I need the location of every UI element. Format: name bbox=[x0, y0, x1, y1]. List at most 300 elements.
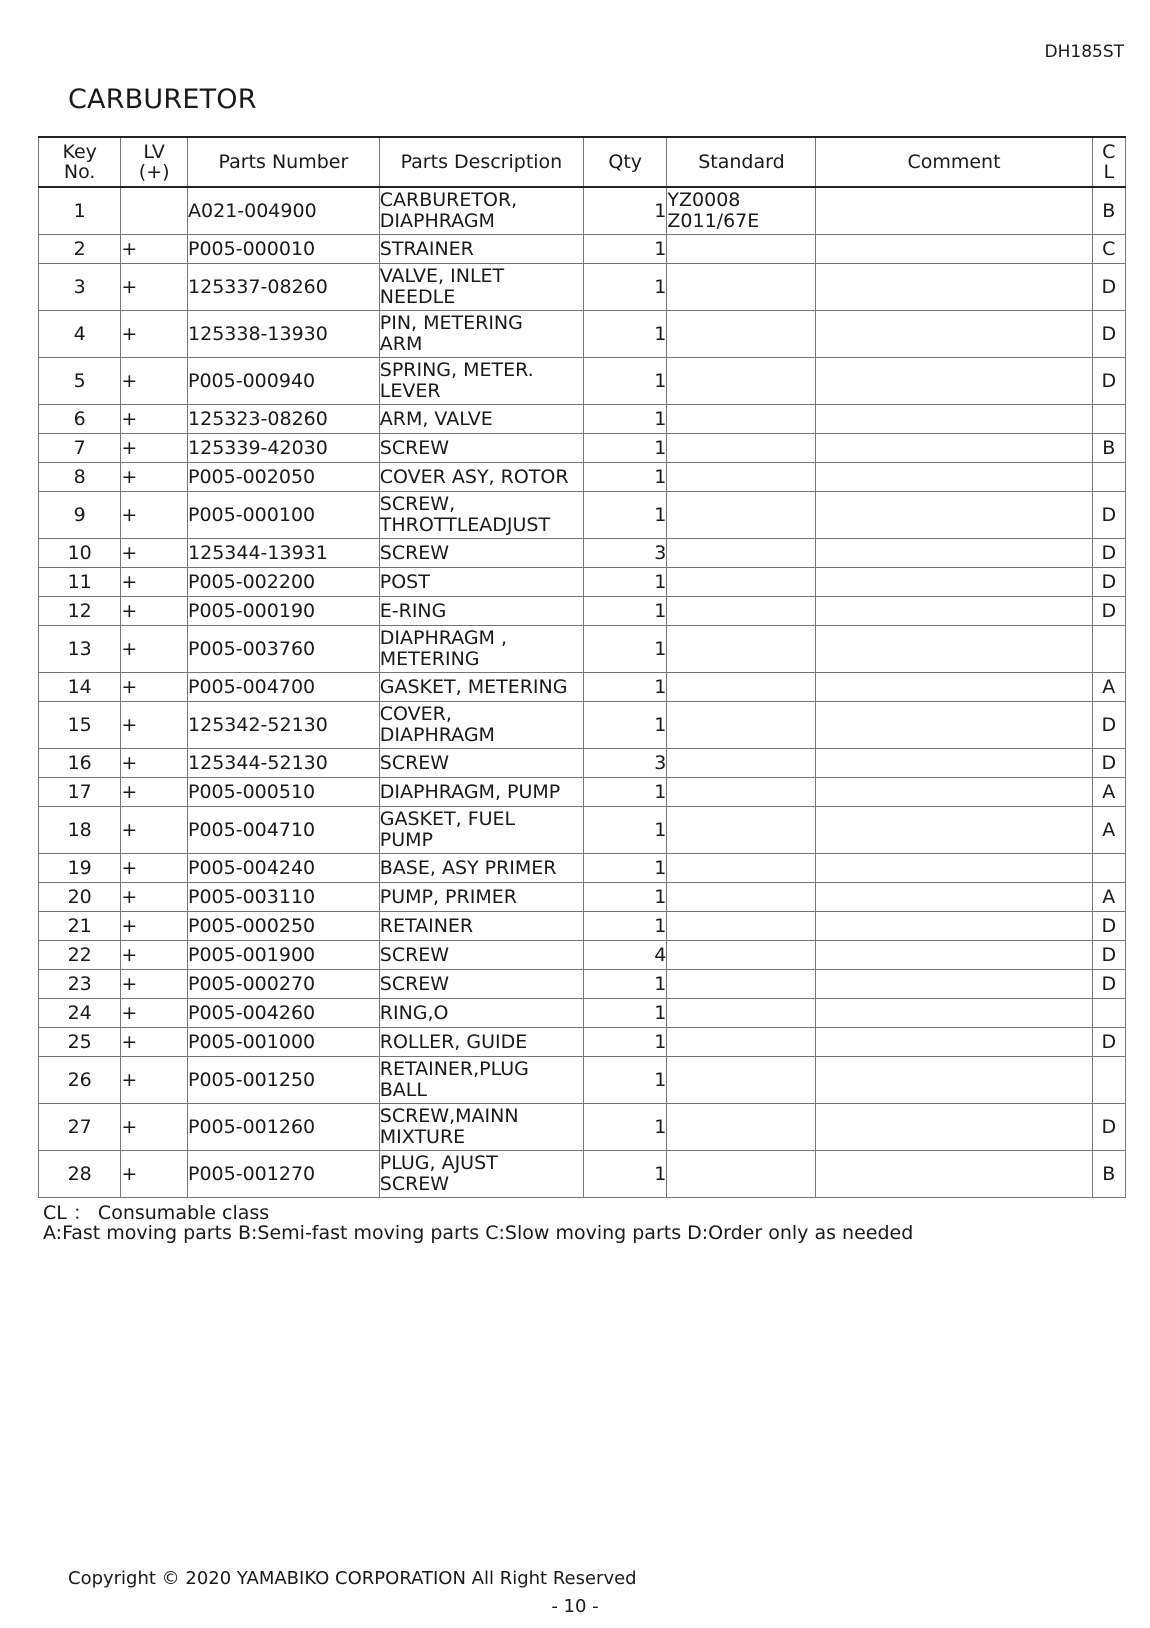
cell-parts-number: P005-004260 bbox=[188, 999, 380, 1028]
cell-comment bbox=[816, 883, 1092, 912]
cell-consumable-class bbox=[1092, 405, 1125, 434]
cell-parts-description bbox=[379, 235, 583, 264]
cell-qty: 1 bbox=[584, 807, 667, 854]
cell-parts-description bbox=[379, 778, 583, 807]
header-parts-description: Parts Description bbox=[379, 137, 583, 187]
cell-parts-description bbox=[379, 463, 583, 492]
cell-comment bbox=[816, 912, 1092, 941]
table-row bbox=[39, 1151, 1126, 1198]
cell-lv: + bbox=[121, 778, 188, 807]
cell-line: COVER ASY, ROTOR bbox=[379, 465, 569, 488]
table-header-row bbox=[39, 137, 1126, 187]
cell-qty: 1 bbox=[584, 673, 667, 702]
cell-standard bbox=[667, 539, 816, 568]
cell-line: SCREW, bbox=[379, 493, 456, 515]
cell-consumable-class: D bbox=[1092, 568, 1125, 597]
cell-comment bbox=[816, 807, 1092, 854]
cell-parts-description bbox=[379, 264, 583, 311]
cell-standard bbox=[667, 883, 816, 912]
cell-line: DIAPHRAGM bbox=[379, 724, 495, 746]
cell-key-no: 2 bbox=[39, 235, 121, 264]
table-row bbox=[39, 405, 1126, 434]
cell-qty: 1 bbox=[584, 1104, 667, 1151]
cell-line: DIAPHRAGM, PUMP bbox=[379, 780, 561, 803]
cell-lv: + bbox=[121, 358, 188, 405]
cell-comment bbox=[816, 778, 1092, 807]
cell-parts-number: P005-001000 bbox=[188, 1028, 380, 1057]
cell-parts-description bbox=[379, 1057, 583, 1104]
cell-lv: + bbox=[121, 941, 188, 970]
cell-standard bbox=[667, 187, 816, 235]
cell-consumable-class: D bbox=[1092, 941, 1125, 970]
cell-consumable-class: D bbox=[1092, 702, 1125, 749]
cell-consumable-class: D bbox=[1092, 264, 1125, 311]
cell-lv: + bbox=[121, 1104, 188, 1151]
cell-standard bbox=[667, 999, 816, 1028]
cell-key-no: 4 bbox=[39, 311, 121, 358]
cell-qty: 1 bbox=[584, 626, 667, 673]
cell-key-no: 23 bbox=[39, 970, 121, 999]
cell-qty: 1 bbox=[584, 568, 667, 597]
cell-key-no: 9 bbox=[39, 492, 121, 539]
cell-qty: 1 bbox=[584, 970, 667, 999]
cell-comment bbox=[816, 673, 1092, 702]
cell-qty: 1 bbox=[584, 1057, 667, 1104]
cell-lv: + bbox=[121, 912, 188, 941]
cell-standard bbox=[667, 492, 816, 539]
cell-key-no: 16 bbox=[39, 749, 121, 778]
cell-standard bbox=[667, 235, 816, 264]
cell-qty: 1 bbox=[584, 883, 667, 912]
cell-comment bbox=[816, 311, 1092, 358]
table-row bbox=[39, 492, 1126, 539]
table-row bbox=[39, 358, 1126, 405]
cell-key-no: 3 bbox=[39, 264, 121, 311]
cell-key-no: 12 bbox=[39, 597, 121, 626]
cell-key-no: 10 bbox=[39, 539, 121, 568]
cell-line: THROTTLEADJUST bbox=[379, 514, 551, 536]
cell-lv: + bbox=[121, 626, 188, 673]
cell-parts-number: P005-001260 bbox=[188, 1104, 380, 1151]
cell-comment bbox=[816, 434, 1092, 463]
cell-standard bbox=[667, 311, 816, 358]
table-row bbox=[39, 778, 1126, 807]
cell-line: SPRING, METER. bbox=[379, 359, 534, 381]
notes-consumable-class: CL ： Consumable class bbox=[43, 1202, 270, 1224]
table-row bbox=[39, 311, 1126, 358]
header-qty: Qty bbox=[584, 137, 667, 187]
cell-line: PLUG, AJUST bbox=[379, 1152, 498, 1174]
cell-parts-description bbox=[379, 999, 583, 1028]
cell-standard bbox=[667, 807, 816, 854]
table-row bbox=[39, 264, 1126, 311]
cell-key-no: 15 bbox=[39, 702, 121, 749]
cell-qty: 1 bbox=[584, 1151, 667, 1198]
cell-line: SCREW bbox=[379, 943, 450, 966]
cell-key-no: 14 bbox=[39, 673, 121, 702]
header-lv: LV (+) bbox=[121, 137, 188, 187]
cell-parts-number: P005-000010 bbox=[188, 235, 380, 264]
cell-line: Z011/67E bbox=[667, 210, 760, 232]
cell-comment bbox=[816, 970, 1092, 999]
cell-lv: + bbox=[121, 1151, 188, 1198]
cell-standard bbox=[667, 264, 816, 311]
cell-line: E-RING bbox=[379, 599, 447, 622]
parts-table bbox=[38, 136, 1126, 1198]
cell-line: POST bbox=[379, 570, 430, 593]
cell-line: BALL bbox=[379, 1079, 427, 1101]
cell-standard bbox=[667, 434, 816, 463]
cell-consumable-class: D bbox=[1092, 597, 1125, 626]
cell-lv: + bbox=[121, 970, 188, 999]
cell-key-no: 8 bbox=[39, 463, 121, 492]
cell-standard bbox=[667, 702, 816, 749]
cell-standard bbox=[667, 358, 816, 405]
cell-consumable-class: D bbox=[1092, 1028, 1125, 1057]
cell-parts-number: 125344-52130 bbox=[188, 749, 380, 778]
cell-qty: 3 bbox=[584, 749, 667, 778]
cell-comment bbox=[816, 1028, 1092, 1057]
cell-comment bbox=[816, 358, 1092, 405]
table-row bbox=[39, 912, 1126, 941]
cell-line: GASKET, FUEL bbox=[379, 808, 516, 830]
cell-parts-description bbox=[379, 702, 583, 749]
cell-lv: + bbox=[121, 999, 188, 1028]
table-row bbox=[39, 1104, 1126, 1151]
cell-standard bbox=[667, 1028, 816, 1057]
cell-comment bbox=[816, 539, 1092, 568]
cell-qty: 3 bbox=[584, 539, 667, 568]
cell-consumable-class bbox=[1092, 854, 1125, 883]
cell-standard bbox=[667, 568, 816, 597]
cell-lv: + bbox=[121, 539, 188, 568]
cell-standard bbox=[667, 912, 816, 941]
cell-line: BASE, ASY PRIMER bbox=[379, 856, 557, 879]
cell-comment bbox=[816, 1104, 1092, 1151]
cell-comment bbox=[816, 999, 1092, 1028]
cell-qty: 1 bbox=[584, 912, 667, 941]
cell-comment bbox=[816, 568, 1092, 597]
cell-parts-number: P005-002050 bbox=[188, 463, 380, 492]
cell-qty: 1 bbox=[584, 1028, 667, 1057]
cell-key-no: 28 bbox=[39, 1151, 121, 1198]
cell-parts-description bbox=[379, 405, 583, 434]
cell-parts-description bbox=[379, 187, 583, 235]
cell-consumable-class bbox=[1092, 463, 1125, 492]
cell-qty: 1 bbox=[584, 264, 667, 311]
cell-parts-description bbox=[379, 492, 583, 539]
cell-parts-number: P005-004700 bbox=[188, 673, 380, 702]
cell-line: LEVER bbox=[379, 380, 441, 402]
cell-parts-description bbox=[379, 311, 583, 358]
cell-line: NEEDLE bbox=[379, 286, 456, 308]
cell-parts-number: A021-004900 bbox=[188, 187, 380, 235]
cell-lv: + bbox=[121, 1057, 188, 1104]
cell-consumable-class: D bbox=[1092, 539, 1125, 568]
cell-line: VALVE, INLET bbox=[379, 265, 505, 287]
cell-qty: 1 bbox=[584, 597, 667, 626]
cell-qty: 1 bbox=[584, 854, 667, 883]
cell-parts-number: 125337-08260 bbox=[188, 264, 380, 311]
cell-parts-description bbox=[379, 568, 583, 597]
cell-line: DIAPHRAGM bbox=[379, 210, 495, 232]
table-row bbox=[39, 702, 1126, 749]
cell-consumable-class: D bbox=[1092, 1104, 1125, 1151]
cell-line: YZ0008 bbox=[667, 189, 741, 211]
header-consumable-class: C L bbox=[1092, 137, 1125, 187]
cell-standard bbox=[667, 597, 816, 626]
table-row bbox=[39, 626, 1126, 673]
cell-parts-number: 125339-42030 bbox=[188, 434, 380, 463]
cell-line: ARM, VALVE bbox=[379, 407, 493, 430]
cell-standard bbox=[667, 854, 816, 883]
cell-line: PUMP bbox=[379, 829, 433, 851]
cell-standard bbox=[667, 1151, 816, 1198]
cell-key-no: 22 bbox=[39, 941, 121, 970]
cell-parts-number: P005-000190 bbox=[188, 597, 380, 626]
cell-line: ROLLER, GUIDE bbox=[379, 1030, 528, 1053]
cell-lv: + bbox=[121, 264, 188, 311]
page-title: CARBURETOR bbox=[68, 84, 257, 115]
cell-qty: 1 bbox=[584, 999, 667, 1028]
cell-lv: + bbox=[121, 235, 188, 264]
table-row bbox=[39, 1028, 1126, 1057]
cell-key-no: 7 bbox=[39, 434, 121, 463]
cell-line: STRAINER bbox=[379, 237, 474, 260]
cell-parts-description bbox=[379, 434, 583, 463]
cell-consumable-class: A bbox=[1092, 883, 1125, 912]
cell-key-no: 19 bbox=[39, 854, 121, 883]
table-row bbox=[39, 854, 1126, 883]
cell-comment bbox=[816, 235, 1092, 264]
table-row bbox=[39, 187, 1126, 235]
cell-lv: + bbox=[121, 673, 188, 702]
cell-parts-number: 125323-08260 bbox=[188, 405, 380, 434]
cell-key-no: 18 bbox=[39, 807, 121, 854]
cell-line: PIN, METERING bbox=[379, 312, 523, 334]
cell-standard bbox=[667, 749, 816, 778]
cell-qty: 1 bbox=[584, 311, 667, 358]
cell-consumable-class: D bbox=[1092, 492, 1125, 539]
cell-key-no: 6 bbox=[39, 405, 121, 434]
cell-key-no: 25 bbox=[39, 1028, 121, 1057]
cell-parts-number: P005-004710 bbox=[188, 807, 380, 854]
cell-qty: 1 bbox=[584, 463, 667, 492]
cell-standard bbox=[667, 778, 816, 807]
cell-key-no: 24 bbox=[39, 999, 121, 1028]
table-row bbox=[39, 807, 1126, 854]
table-row bbox=[39, 539, 1126, 568]
cell-qty: 1 bbox=[584, 434, 667, 463]
table-row bbox=[39, 883, 1126, 912]
cell-lv: + bbox=[121, 883, 188, 912]
page-number: - 10 - bbox=[551, 1596, 599, 1617]
cell-key-no: 17 bbox=[39, 778, 121, 807]
cell-lv: + bbox=[121, 492, 188, 539]
cell-line: METERING bbox=[379, 648, 480, 670]
cell-line: PUMP, PRIMER bbox=[379, 885, 517, 908]
cell-key-no: 1 bbox=[39, 187, 121, 235]
document-code: DH185ST bbox=[1044, 42, 1124, 62]
cell-parts-description bbox=[379, 358, 583, 405]
table-row bbox=[39, 235, 1126, 264]
cell-comment bbox=[816, 1151, 1092, 1198]
cell-line: MIXTURE bbox=[379, 1126, 466, 1148]
parts-table-body bbox=[39, 187, 1126, 1198]
cell-parts-number: P005-000270 bbox=[188, 970, 380, 999]
cell-parts-number: P005-001270 bbox=[188, 1151, 380, 1198]
cell-comment bbox=[816, 264, 1092, 311]
cell-parts-number: P005-000250 bbox=[188, 912, 380, 941]
table-row bbox=[39, 463, 1126, 492]
cell-consumable-class bbox=[1092, 626, 1125, 673]
cell-consumable-class: D bbox=[1092, 358, 1125, 405]
cell-lv: + bbox=[121, 854, 188, 883]
cell-key-no: 20 bbox=[39, 883, 121, 912]
header-standard: Standard bbox=[667, 137, 816, 187]
cell-consumable-class bbox=[1092, 999, 1125, 1028]
cell-parts-description bbox=[379, 1151, 583, 1198]
table-row bbox=[39, 999, 1126, 1028]
table-row bbox=[39, 568, 1126, 597]
cell-qty: 1 bbox=[584, 778, 667, 807]
cell-consumable-class: B bbox=[1092, 434, 1125, 463]
cell-consumable-class: D bbox=[1092, 970, 1125, 999]
cell-comment bbox=[816, 941, 1092, 970]
cell-lv: + bbox=[121, 597, 188, 626]
cell-qty: 1 bbox=[584, 702, 667, 749]
cell-lv: + bbox=[121, 405, 188, 434]
cell-line: RETAINER bbox=[379, 914, 474, 937]
cell-standard bbox=[667, 941, 816, 970]
cell-qty: 1 bbox=[584, 235, 667, 264]
cell-qty: 1 bbox=[584, 405, 667, 434]
cell-lv: + bbox=[121, 1028, 188, 1057]
cell-standard bbox=[667, 673, 816, 702]
cell-parts-description bbox=[379, 854, 583, 883]
cell-parts-number: P005-000510 bbox=[188, 778, 380, 807]
cell-parts-number: P005-004240 bbox=[188, 854, 380, 883]
cell-parts-number: P005-001900 bbox=[188, 941, 380, 970]
cell-comment bbox=[816, 187, 1092, 235]
cell-parts-description bbox=[379, 1028, 583, 1057]
cell-consumable-class: A bbox=[1092, 778, 1125, 807]
cell-qty: 1 bbox=[584, 492, 667, 539]
cell-consumable-class: D bbox=[1092, 912, 1125, 941]
cell-key-no: 5 bbox=[39, 358, 121, 405]
header-key-no: Key No. bbox=[39, 137, 121, 187]
cell-standard bbox=[667, 970, 816, 999]
table-row bbox=[39, 597, 1126, 626]
table-row bbox=[39, 970, 1126, 999]
header-comment: Comment bbox=[816, 137, 1092, 187]
cell-comment bbox=[816, 749, 1092, 778]
notes-class-legend: A:Fast moving parts B:Semi-fast moving parts C:Slow moving parts D:Order only as needed bbox=[43, 1222, 914, 1244]
cell-parts-description bbox=[379, 807, 583, 854]
cell-consumable-class: D bbox=[1092, 749, 1125, 778]
cell-qty: 1 bbox=[584, 358, 667, 405]
cell-parts-number: P005-001250 bbox=[188, 1057, 380, 1104]
cell-parts-description bbox=[379, 912, 583, 941]
cell-parts-number: 125344-13931 bbox=[188, 539, 380, 568]
cell-lv: + bbox=[121, 702, 188, 749]
cell-standard bbox=[667, 405, 816, 434]
cell-parts-number: 125338-13930 bbox=[188, 311, 380, 358]
cell-line: GASKET, METERING bbox=[379, 675, 568, 698]
table-row bbox=[39, 673, 1126, 702]
cell-standard bbox=[667, 463, 816, 492]
cell-line: COVER, bbox=[379, 703, 452, 725]
cell-consumable-class: B bbox=[1092, 1151, 1125, 1198]
cell-lv: + bbox=[121, 568, 188, 597]
cell-consumable-class bbox=[1092, 1057, 1125, 1104]
cell-parts-description bbox=[379, 1104, 583, 1151]
cell-comment bbox=[816, 492, 1092, 539]
cell-lv: + bbox=[121, 807, 188, 854]
cell-line: DIAPHRAGM , bbox=[379, 627, 508, 649]
cell-comment bbox=[816, 854, 1092, 883]
cell-comment bbox=[816, 626, 1092, 673]
cell-lv: + bbox=[121, 311, 188, 358]
cell-parts-description bbox=[379, 883, 583, 912]
cell-standard bbox=[667, 626, 816, 673]
cell-comment bbox=[816, 405, 1092, 434]
copyright: Copyright © 2020 YAMABIKO CORPORATION All Right Reserved bbox=[68, 1568, 637, 1589]
cell-comment bbox=[816, 463, 1092, 492]
cell-consumable-class: A bbox=[1092, 673, 1125, 702]
cell-key-no: 13 bbox=[39, 626, 121, 673]
cell-consumable-class: D bbox=[1092, 311, 1125, 358]
cell-line: SCREW bbox=[379, 436, 450, 459]
table-row bbox=[39, 749, 1126, 778]
cell-comment bbox=[816, 597, 1092, 626]
cell-qty: 4 bbox=[584, 941, 667, 970]
cell-parts-number: 125342-52130 bbox=[188, 702, 380, 749]
cell-parts-description bbox=[379, 539, 583, 568]
cell-line: CARBURETOR, bbox=[379, 189, 518, 211]
cell-comment bbox=[816, 702, 1092, 749]
cell-key-no: 21 bbox=[39, 912, 121, 941]
table-row bbox=[39, 434, 1126, 463]
notes bbox=[43, 1203, 913, 1243]
cell-parts-number: P005-000940 bbox=[188, 358, 380, 405]
cell-parts-number: P005-003110 bbox=[188, 883, 380, 912]
cell-parts-number: P005-000100 bbox=[188, 492, 380, 539]
cell-line: SCREW bbox=[379, 751, 450, 774]
cell-lv: + bbox=[121, 749, 188, 778]
cell-lv: + bbox=[121, 434, 188, 463]
cell-key-no: 11 bbox=[39, 568, 121, 597]
cell-line: SCREW,MAINN bbox=[379, 1105, 519, 1127]
cell-consumable-class: A bbox=[1092, 807, 1125, 854]
table-row bbox=[39, 1057, 1126, 1104]
cell-parts-description bbox=[379, 597, 583, 626]
cell-standard bbox=[667, 1057, 816, 1104]
cell-parts-number: P005-003760 bbox=[188, 626, 380, 673]
cell-parts-number: P005-002200 bbox=[188, 568, 380, 597]
cell-parts-description bbox=[379, 941, 583, 970]
table-row bbox=[39, 941, 1126, 970]
cell-line: SCREW bbox=[379, 972, 450, 995]
cell-consumable-class: C bbox=[1092, 235, 1125, 264]
cell-parts-description bbox=[379, 970, 583, 999]
cell-key-no: 27 bbox=[39, 1104, 121, 1151]
cell-lv: + bbox=[121, 463, 188, 492]
header-parts-number: Parts Number bbox=[188, 137, 380, 187]
cell-parts-description bbox=[379, 673, 583, 702]
cell-comment bbox=[816, 1057, 1092, 1104]
cell-key-no: 26 bbox=[39, 1057, 121, 1104]
